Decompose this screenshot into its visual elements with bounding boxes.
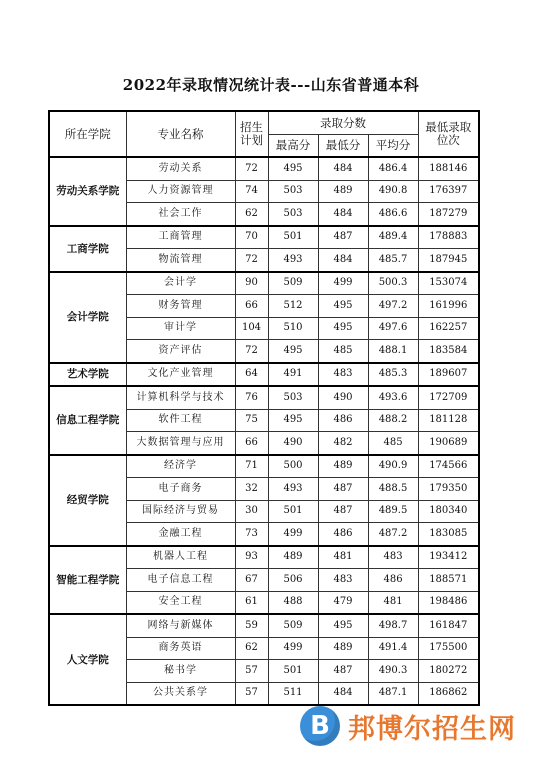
rank-cell: 175500 (418, 637, 479, 660)
plan-cell: 104 (235, 317, 268, 340)
min-cell: 485 (318, 340, 368, 363)
plan-cell: 64 (235, 363, 268, 387)
rank-cell: 178883 (418, 226, 479, 249)
major-cell: 文化产业管理 (126, 363, 235, 387)
min-cell: 486 (318, 523, 368, 546)
avg-cell: 486 (368, 569, 418, 592)
plan-cell: 62 (235, 203, 268, 226)
table-row (49, 157, 479, 180)
rank-cell: 187945 (418, 249, 479, 272)
major-cell: 公共关系学 (126, 682, 235, 705)
plan-cell: 72 (235, 340, 268, 363)
major-cell: 国际经济与贸易 (126, 500, 235, 523)
college-cell: 人文学院 (49, 614, 126, 705)
avg-cell: 487.1 (368, 682, 418, 705)
rank-cell: 162257 (418, 317, 479, 340)
header-plan-text: 招生计划 (240, 120, 263, 147)
avg-cell: 491.4 (368, 637, 418, 660)
max-cell: 503 (268, 180, 318, 203)
rank-cell: 187279 (418, 203, 479, 226)
header-max: 最高分 (268, 134, 318, 157)
major-cell: 安全工程 (126, 591, 235, 614)
major-cell: 劳动关系 (126, 157, 235, 180)
plan-cell: 72 (235, 249, 268, 272)
max-cell: 501 (268, 660, 318, 683)
min-cell: 486 (318, 409, 368, 432)
admission-table (48, 110, 480, 706)
major-cell: 工商管理 (126, 226, 235, 249)
header-plan (235, 111, 268, 157)
min-cell: 481 (318, 546, 368, 569)
major-cell: 金融工程 (126, 523, 235, 546)
min-cell: 489 (318, 637, 368, 660)
rank-cell: 183085 (418, 523, 479, 546)
college-cell: 智能工程学院 (49, 546, 126, 615)
rank-cell: 161996 (418, 295, 479, 318)
plan-cell: 73 (235, 523, 268, 546)
plan-cell: 74 (235, 180, 268, 203)
rank-cell: 183584 (418, 340, 479, 363)
table-row (49, 226, 479, 249)
plan-cell: 30 (235, 500, 268, 523)
rank-cell: 190689 (418, 432, 479, 455)
avg-cell: 493.6 (368, 386, 418, 409)
min-cell: 499 (318, 272, 368, 295)
max-cell: 495 (268, 157, 318, 180)
major-cell: 商务英语 (126, 637, 235, 660)
table-row (49, 386, 479, 409)
plan-cell: 93 (235, 546, 268, 569)
min-cell: 484 (318, 157, 368, 180)
rank-cell: 176397 (418, 180, 479, 203)
major-cell: 经济学 (126, 455, 235, 478)
max-cell: 500 (268, 455, 318, 478)
header-scores: 录取分数 (268, 111, 418, 134)
major-cell: 社会工作 (126, 203, 235, 226)
plan-cell: 57 (235, 682, 268, 705)
avg-cell: 483 (368, 546, 418, 569)
min-cell: 487 (318, 226, 368, 249)
avg-cell: 500.3 (368, 272, 418, 295)
min-cell: 495 (318, 614, 368, 637)
avg-cell: 485 (368, 432, 418, 455)
plan-cell: 71 (235, 455, 268, 478)
min-cell: 495 (318, 295, 368, 318)
avg-cell: 488.2 (368, 409, 418, 432)
min-cell: 495 (318, 317, 368, 340)
rank-cell: 153074 (418, 272, 479, 295)
max-cell: 503 (268, 386, 318, 409)
max-cell: 495 (268, 409, 318, 432)
avg-cell: 490.3 (368, 660, 418, 683)
table-body (49, 157, 479, 705)
avg-cell: 488.5 (368, 478, 418, 501)
plan-cell: 62 (235, 637, 268, 660)
college-cell: 经贸学院 (49, 455, 126, 546)
rank-cell: 193412 (418, 546, 479, 569)
avg-cell: 497.2 (368, 295, 418, 318)
max-cell: 501 (268, 500, 318, 523)
avg-cell: 488.1 (368, 340, 418, 363)
max-cell: 493 (268, 249, 318, 272)
avg-cell: 486.6 (368, 203, 418, 226)
table-row (49, 455, 479, 478)
rank-cell: 174566 (418, 455, 479, 478)
min-cell: 482 (318, 432, 368, 455)
rank-cell: 181128 (418, 409, 479, 432)
watermark (300, 704, 516, 748)
rank-cell: 161847 (418, 614, 479, 637)
min-cell: 490 (318, 386, 368, 409)
major-cell: 电子信息工程 (126, 569, 235, 592)
rank-cell: 198486 (418, 591, 479, 614)
plan-cell: 61 (235, 591, 268, 614)
table-row (49, 614, 479, 637)
plan-cell: 32 (235, 478, 268, 501)
max-cell: 503 (268, 203, 318, 226)
rank-cell: 179350 (418, 478, 479, 501)
max-cell: 510 (268, 317, 318, 340)
major-cell: 物流管理 (126, 249, 235, 272)
max-cell: 488 (268, 591, 318, 614)
rank-cell: 172709 (418, 386, 479, 409)
rank-cell: 180272 (418, 660, 479, 683)
rank-cell: 189607 (418, 363, 479, 387)
plan-cell: 76 (235, 386, 268, 409)
watermark-text: 邦博尔招生网 (348, 713, 516, 745)
max-cell: 501 (268, 226, 318, 249)
major-cell: 电子商务 (126, 478, 235, 501)
rank-cell: 188571 (418, 569, 479, 592)
plan-cell: 59 (235, 614, 268, 637)
avg-cell: 497.6 (368, 317, 418, 340)
min-cell: 487 (318, 500, 368, 523)
major-cell: 秘书学 (126, 660, 235, 683)
max-cell: 499 (268, 637, 318, 660)
avg-cell: 485.3 (368, 363, 418, 387)
rank-cell: 180340 (418, 500, 479, 523)
rank-cell: 186862 (418, 682, 479, 705)
college-cell: 会计学院 (49, 272, 126, 363)
max-cell: 493 (268, 478, 318, 501)
plan-cell: 70 (235, 226, 268, 249)
college-cell: 信息工程学院 (49, 386, 126, 455)
plan-cell: 90 (235, 272, 268, 295)
min-cell: 484 (318, 203, 368, 226)
major-cell: 审计学 (126, 317, 235, 340)
min-cell: 483 (318, 569, 368, 592)
avg-cell: 489.4 (368, 226, 418, 249)
max-cell: 491 (268, 363, 318, 387)
max-cell: 495 (268, 340, 318, 363)
header-rank (418, 111, 479, 157)
header-rank-text: 最低录取位次 (425, 120, 472, 147)
major-cell: 机器人工程 (126, 546, 235, 569)
max-cell: 499 (268, 523, 318, 546)
table-row (49, 363, 479, 387)
max-cell: 489 (268, 546, 318, 569)
min-cell: 489 (318, 455, 368, 478)
min-cell: 484 (318, 682, 368, 705)
major-cell: 大数据管理与应用 (126, 432, 235, 455)
min-cell: 489 (318, 180, 368, 203)
table-row (49, 546, 479, 569)
plan-cell: 57 (235, 660, 268, 683)
header-min: 最低分 (318, 134, 368, 157)
page-title: 2022年录取情况统计表---山东省普通本科 (122, 76, 420, 94)
college-cell: 艺术学院 (49, 363, 126, 387)
max-cell: 506 (268, 569, 318, 592)
plan-cell: 75 (235, 409, 268, 432)
plan-cell: 67 (235, 569, 268, 592)
header-avg: 平均分 (368, 134, 418, 157)
max-cell: 509 (268, 272, 318, 295)
major-cell: 网络与新媒体 (126, 614, 235, 637)
rank-cell: 188146 (418, 157, 479, 180)
major-cell: 计算机科学与技术 (126, 386, 235, 409)
max-cell: 512 (268, 295, 318, 318)
college-cell: 劳动关系学院 (49, 157, 126, 226)
max-cell: 490 (268, 432, 318, 455)
major-cell: 会计学 (126, 272, 235, 295)
watermark-logo-icon: B (300, 706, 340, 746)
avg-cell: 490.9 (368, 455, 418, 478)
header-major: 专业名称 (126, 111, 235, 157)
avg-cell: 485.7 (368, 249, 418, 272)
max-cell: 511 (268, 682, 318, 705)
avg-cell: 487.2 (368, 523, 418, 546)
plan-cell: 72 (235, 157, 268, 180)
plan-cell: 66 (235, 432, 268, 455)
avg-cell: 489.5 (368, 500, 418, 523)
avg-cell: 498.7 (368, 614, 418, 637)
min-cell: 487 (318, 660, 368, 683)
major-cell: 财务管理 (126, 295, 235, 318)
college-cell: 工商学院 (49, 226, 126, 272)
major-cell: 软件工程 (126, 409, 235, 432)
major-cell: 资产评估 (126, 340, 235, 363)
avg-cell: 486.4 (368, 157, 418, 180)
min-cell: 487 (318, 478, 368, 501)
header-college: 所在学院 (49, 111, 126, 157)
min-cell: 483 (318, 363, 368, 387)
table-row (49, 272, 479, 295)
max-cell: 509 (268, 614, 318, 637)
plan-cell: 66 (235, 295, 268, 318)
avg-cell: 481 (368, 591, 418, 614)
min-cell: 484 (318, 249, 368, 272)
avg-cell: 490.8 (368, 180, 418, 203)
major-cell: 人力资源管理 (126, 180, 235, 203)
min-cell: 479 (318, 591, 368, 614)
